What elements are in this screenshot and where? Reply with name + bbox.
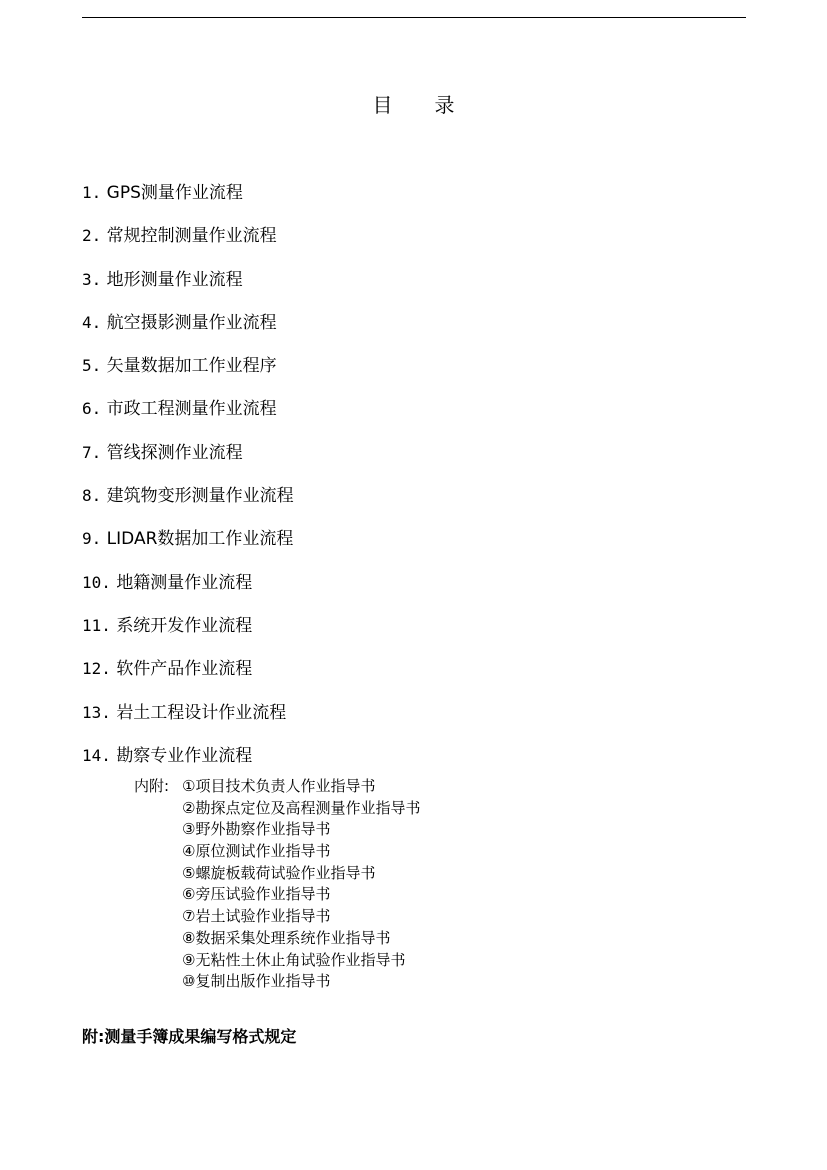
appendix-item-text: ④原位测试作业指导书 [182, 842, 331, 861]
list-item[interactable] [134, 863, 420, 885]
toc-item[interactable] [82, 440, 294, 483]
toc-item-text: 常规控制测量作业流程 [106, 226, 277, 247]
appendix-item-text: ①项目技术负责人作业指导书 [182, 777, 376, 795]
appendix-item-text: ③野外勘察作业指导书 [182, 820, 331, 839]
toc-item[interactable] [82, 267, 294, 310]
list-item[interactable] [134, 950, 420, 972]
list-item[interactable] [134, 798, 420, 820]
list-item[interactable] [134, 971, 420, 993]
list-item[interactable] [134, 819, 420, 841]
toc-item-number: 10. [82, 572, 111, 592]
toc-item-text: LIDAR数据加工作业流程 [106, 529, 294, 550]
toc-item[interactable] [82, 353, 294, 396]
toc-item-number: 5. [82, 356, 102, 376]
toc-item-text: 建筑物变形测量作业流程 [106, 486, 294, 507]
toc-item-text: 岩土工程设计作业流程 [116, 702, 287, 723]
toc-item-number: 13. [82, 702, 111, 722]
toc-item-number: 1. [82, 183, 102, 202]
page-title [0, 90, 827, 120]
list-item[interactable] [134, 928, 420, 950]
appendix-prefix: 内附: [134, 777, 170, 795]
toc-item[interactable] [82, 310, 294, 353]
toc-item-number: 11. [82, 615, 111, 635]
toc-item[interactable] [82, 613, 294, 656]
toc-item-text: 矢量数据加工作业程序 [106, 356, 277, 377]
toc-item-number: 3. [82, 269, 102, 289]
toc-item-number: 2. [82, 226, 102, 246]
toc-item[interactable] [82, 180, 294, 223]
appendix-item-text: ⑧数据采集处理系统作业指导书 [182, 928, 391, 947]
appendix-item-text: ②勘探点定位及高程测量作业指导书 [182, 798, 421, 817]
page-title-char-2: 录 [434, 93, 455, 117]
appendix-item-text: ⑤螺旋板载荷试验作业指导书 [182, 863, 376, 882]
toc-item-number: 14. [82, 745, 111, 765]
toc-item-text: 管线探测作业流程 [106, 442, 243, 463]
toc-item[interactable] [82, 700, 294, 743]
toc-item-text: 系统开发作业流程 [116, 615, 253, 636]
toc-item-text: 地籍测量作业流程 [116, 572, 253, 593]
footer-note: 附:测量手簿成果编写格式规定 [82, 1027, 297, 1046]
toc-item-text: GPS测量作业流程 [106, 183, 243, 203]
toc-item-text: 地形测量作业流程 [106, 269, 243, 290]
toc-item[interactable] [82, 396, 294, 439]
list-item[interactable] [134, 776, 420, 798]
toc-item-number: 12. [82, 659, 111, 679]
toc-item[interactable] [82, 570, 294, 613]
toc-item[interactable] [82, 483, 294, 526]
appendix-item-text: ⑩复制出版作业指导书 [182, 972, 331, 991]
appendix-list [134, 776, 420, 993]
header-rule [82, 17, 746, 18]
appendix-item-text: ⑦岩土试验作业指导书 [182, 907, 331, 926]
toc-item-text: 勘察专业作业流程 [116, 745, 253, 766]
toc-item-number: 4. [82, 312, 102, 332]
toc-item-number: 8. [82, 486, 102, 506]
appendix-item-text: ⑥旁压试验作业指导书 [182, 885, 331, 904]
page-title-char-1: 目 [372, 93, 393, 117]
toc-item-text: 市政工程测量作业流程 [106, 399, 277, 420]
toc-item-number: 6. [82, 399, 102, 419]
list-item[interactable] [134, 906, 420, 928]
list-item[interactable] [134, 884, 420, 906]
list-item[interactable] [134, 841, 420, 863]
appendix-item-text: ⑨无粘性土休止角试验作业指导书 [182, 950, 406, 969]
toc-item[interactable] [82, 223, 294, 266]
toc-item-number: 7. [82, 442, 102, 462]
toc-item-text: 软件产品作业流程 [116, 659, 253, 680]
toc-item[interactable] [82, 656, 294, 699]
table-of-contents [82, 180, 294, 786]
toc-item[interactable] [82, 526, 294, 569]
toc-item-text: 航空摄影测量作业流程 [106, 312, 277, 333]
toc-item-number: 9. [82, 529, 102, 549]
